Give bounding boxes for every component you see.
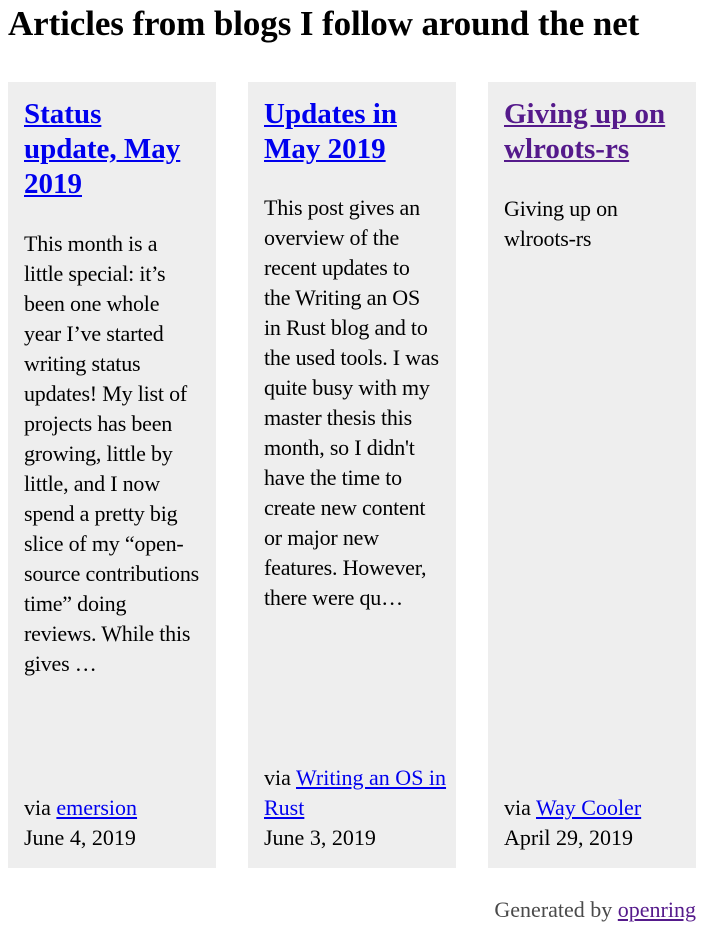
article-card bbox=[488, 82, 696, 868]
openring-link[interactable]: openring bbox=[617, 897, 696, 922]
generated-by-footer bbox=[494, 895, 696, 925]
article-title-link[interactable]: Updates in May 2019 bbox=[264, 98, 397, 165]
article-summary: This post gives an overview of the recent updates to the Writing an OS in Rust blog and to the used tools. I was quite busy with my master thesis this month, so I didn't have the time to create new content or major new features. However, there were qu… bbox=[264, 195, 439, 610]
article-source-link[interactable]: emersion bbox=[56, 795, 138, 820]
article-source-line bbox=[504, 793, 688, 823]
article-footer bbox=[264, 763, 448, 853]
article-list bbox=[8, 82, 696, 868]
article-title-link[interactable]: Status update, May 2019 bbox=[24, 98, 181, 200]
article-title bbox=[24, 97, 200, 202]
article-date: June 3, 2019 bbox=[264, 825, 376, 850]
article-date: April 29, 2019 bbox=[504, 825, 633, 850]
article-card bbox=[248, 82, 456, 868]
article-title bbox=[504, 97, 680, 167]
article-footer bbox=[504, 793, 688, 853]
article-date: June 4, 2019 bbox=[24, 825, 136, 850]
article-source-link[interactable]: Writing an OS in Rust bbox=[264, 765, 447, 820]
article-summary: Giving up on wlroots-rs bbox=[504, 196, 618, 251]
page-title: Articles from blogs I follow around the net bbox=[8, 4, 640, 43]
article-card bbox=[8, 82, 216, 868]
page bbox=[8, 0, 696, 930]
via-label: via bbox=[264, 765, 291, 790]
article-source-line bbox=[24, 793, 208, 823]
article-footer bbox=[24, 793, 208, 853]
article-title bbox=[264, 97, 440, 167]
generated-by-label: Generated by bbox=[494, 897, 613, 922]
article-source-line bbox=[264, 763, 448, 823]
article-summary: This month is a little special: it’s been one whole year I’ve started writing status updates! My list of projects has been growing, little by little, and I now spend a pretty big slice of my “open-source contributions time” doing reviews. While this gives … bbox=[24, 231, 200, 676]
via-label: via bbox=[24, 795, 51, 820]
article-source-link[interactable]: Way Cooler bbox=[536, 795, 642, 820]
article-title-link[interactable]: Giving up on wlroots-rs bbox=[504, 98, 666, 165]
via-label: via bbox=[504, 795, 531, 820]
